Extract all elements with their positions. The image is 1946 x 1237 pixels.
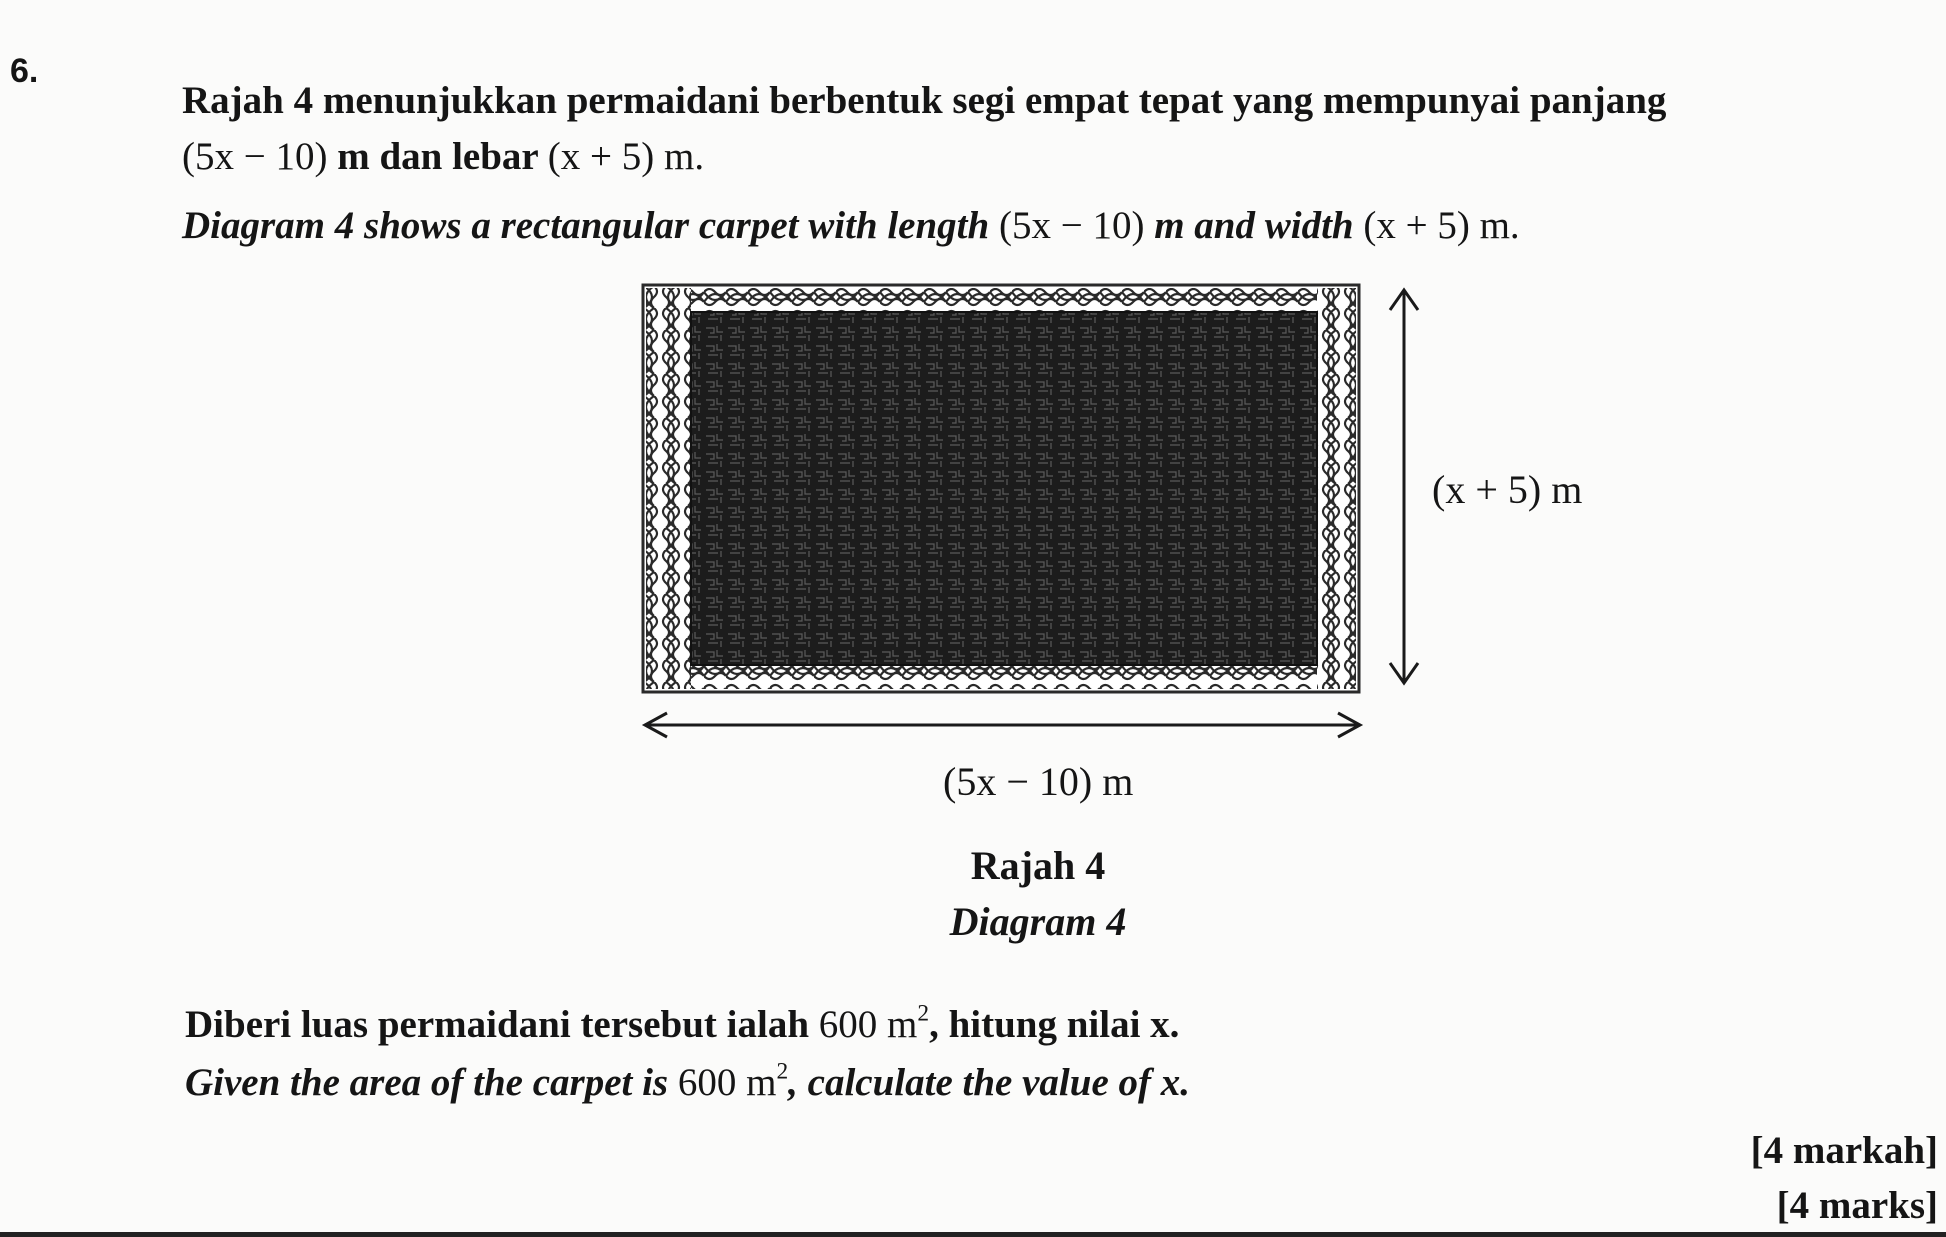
task-english-exponent: 2 (776, 1058, 789, 1085)
carpet-fringe-left (646, 288, 691, 689)
malay-connector: m dan lebar (327, 135, 548, 178)
carpet-fringe-top (646, 288, 1356, 312)
marks-english: [4 marks] (1776, 1184, 1938, 1227)
width-expression: (x + 5) (547, 135, 655, 178)
question-number: 6. (10, 52, 39, 90)
page-bottom-rule (0, 1232, 1946, 1237)
english-width-expression: (x + 5) (1363, 204, 1470, 247)
malay-intro-line1: Rajah 4 menunjukkan permaidani berbentuk segi empat tepat yang mempunyai panjang (182, 79, 1667, 122)
width-arrow (1390, 290, 1418, 683)
marks-malay: [4 markah] (1750, 1129, 1938, 1172)
length-arrow (645, 713, 1360, 737)
length-expression: (5x − 10) (182, 135, 328, 178)
carpet (643, 285, 1359, 692)
task-malay-end: , hitung nilai x. (929, 1003, 1180, 1046)
task-malay-exponent: 2 (917, 1000, 930, 1027)
english-connector: m and width (1144, 204, 1364, 247)
task-english-area: 600 m (677, 1061, 777, 1104)
task-english (185, 1060, 1190, 1105)
caption-malay: Rajah 4 (970, 843, 1106, 888)
caption-english: Diagram 4 (949, 899, 1127, 944)
task-english-end: , calculate the value of x. (788, 1061, 1191, 1104)
width-label: (x + 5) m (1432, 467, 1583, 512)
carpet-fringe-right (1317, 288, 1356, 689)
english-unit-end: m. (1469, 204, 1520, 247)
carpet-fringe-bottom (646, 665, 1356, 689)
task-malay-lead: Diberi luas permaidani tersebut ialah (185, 1003, 819, 1046)
task-malay-area: 600 m (818, 1003, 918, 1046)
task-english-lead: Given the area of the carpet is (185, 1061, 678, 1104)
carpet-body (691, 312, 1317, 665)
task-malay (185, 1002, 1179, 1047)
english-intro-lead: Diagram 4 shows a rectangular carpet with length (182, 204, 999, 247)
english-length-expression: (5x − 10) (998, 204, 1145, 247)
length-label: (5x − 10) m (943, 759, 1134, 804)
malay-unit-end: m. (654, 135, 705, 178)
